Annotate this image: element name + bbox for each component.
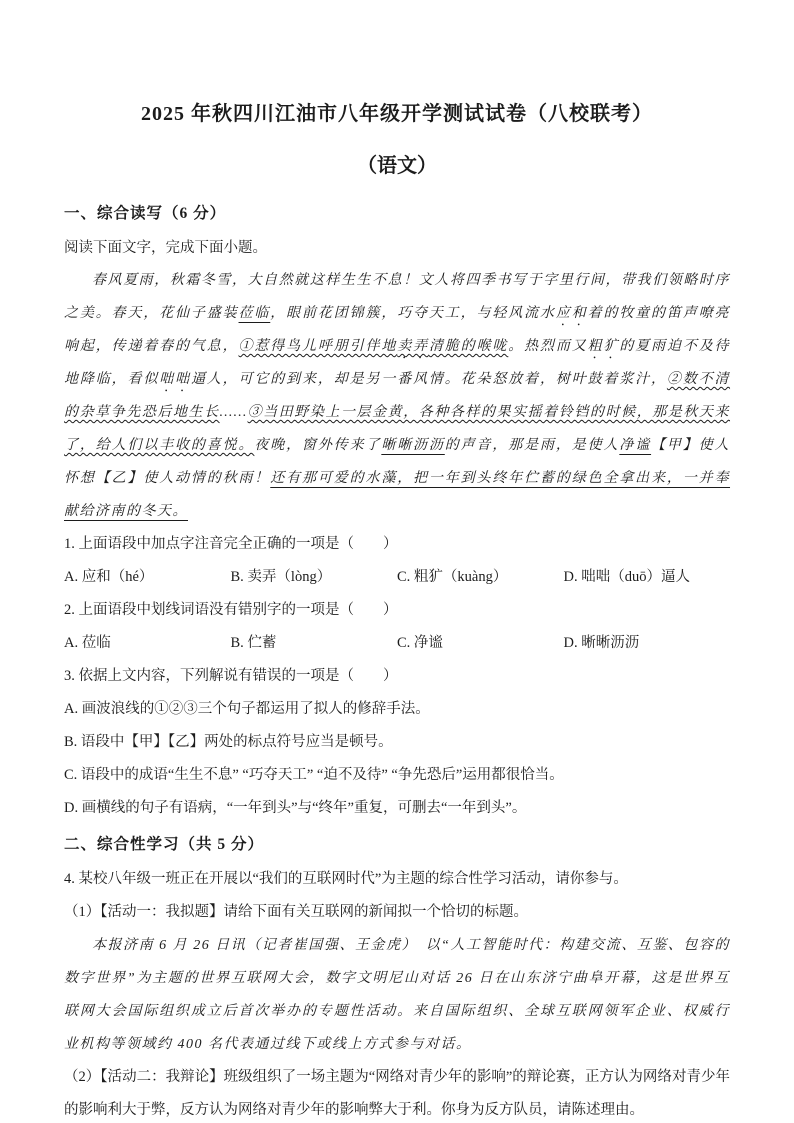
activity-1-prompt: （1）【活动一：我拟题】请给下面有关互联网的新闻拟一个恰切的标题。: [64, 904, 528, 920]
question-2-options: [64, 627, 730, 660]
passage-segment-plain: 夜晚，窗外传来了: [254, 438, 382, 453]
question-2-option-d: D. 晰晰沥沥: [563, 635, 640, 651]
passage-segment-plain: 春风夏雨，秋霜冬雪，大自然就这样生生不息！文人将四季书写于字里行间，带我们领略时序之美。春天，花仙子盛装: [64, 273, 730, 321]
passage: [64, 264, 730, 528]
question-3-option-b: B. 语段中【甲】【乙】两处的标点符号应当是顿号。: [64, 734, 393, 750]
question-1-option-c: C. 粗犷（kuàng）: [397, 569, 508, 585]
passage-segment-wavy_dots: 卖弄: [397, 339, 429, 354]
question-4-intro: 4. 某校八年级一班正在开展以“我们的互联网时代”为主题的综合性学习活动，请你参与。: [64, 871, 628, 887]
passage-segment-plain: 逼人，可它的到来，却是另一番风情。花朵怒放着，树叶鼓着浆汁，: [190, 372, 667, 387]
passage-segment-plain: 【甲】使人怀想【乙】使人动情的秋雨！: [64, 438, 731, 486]
question-3-stem: 3. 依据上文内容，下列解说有错误的一项是（ ）: [64, 668, 398, 684]
question-1-option-b: B. 卖弄（lòng）: [230, 569, 332, 585]
section-one: [64, 198, 730, 825]
question-1-option-a: A. 应和（hé）: [64, 569, 154, 585]
question-3-option-d: D. 画横线的句子有语病，“一年到头”与“终年”重复，可删去“一年到头”。: [64, 800, 527, 816]
passage-segment-wavy: ①惹得鸟儿呼朋引伴地: [238, 339, 398, 354]
passage-segment-plain: ，眼前花团锦簇，巧夺天工，与轻风流水: [270, 306, 556, 321]
passage-segment-plain: 的声音，那是雨，是使人: [444, 438, 620, 453]
question-2-option-a: A. 莅临: [64, 635, 111, 651]
passage-segment-wavy: 清脆的喉咙: [428, 339, 509, 354]
page-title: 2025 年秋四川江油市八年级开学测试试卷（八校联考）: [141, 103, 653, 125]
passage-intro: 阅读下面文字，完成下面小题。: [64, 240, 267, 256]
passage-segment-plain: ……: [219, 405, 248, 420]
passage-segment-underline: 莅临: [238, 306, 271, 321]
section-one-heading: 一、综合读写（6 分）: [64, 205, 227, 222]
question-3-option-a: A. 画波浪线的①②③三个句子都运用了拟人的修辞手法。: [64, 701, 430, 717]
passage-segment-plain: 。热烈而又: [508, 339, 588, 354]
passage-segment-plain: 着的牧童的笛声嘹亮响起，传递着春的气息，: [64, 306, 731, 354]
passage-segment-dots: 咄咄: [159, 372, 191, 387]
section-two-heading: 二、综合性学习（共 5 分）: [64, 836, 265, 853]
passage-segment-underline: 晰晰沥沥: [381, 438, 445, 453]
question-2-option-c: C. 净谧: [397, 635, 443, 651]
section-two: [64, 829, 730, 1123]
passage-segment-dots: 应和: [555, 306, 588, 321]
passage-segment-wavy: ②数不清的杂草争先恐后地生长: [64, 372, 731, 420]
question-2-stem: 2. 上面语段中划线词语没有错别字的一项是（ ）: [64, 602, 398, 618]
activity-2-prompt: （2）【活动二：我辩论】班级组织了一场主题为“网络对青少年的影响”的辩论赛，正方认为网络对青少年的影响利大于弊，反方认为网络对青少年的影响弊大于利。你身为反方队员，请陈述理由。: [64, 1069, 730, 1118]
question-2-option-b: B. 伫蓄: [230, 635, 277, 651]
passage-segment-underline: 净谧: [619, 438, 652, 453]
question-1-option-d: D. 咄咄（duō）逼人: [563, 569, 690, 585]
question-1-stem: 1. 上面语段中加点字注音完全正确的一项是（ ）: [64, 536, 398, 552]
question-3-option-c: C. 语段中的成语“生生不息” “巧夺天工” “迫不及待” “争先恐后”运用都很恰当。: [64, 767, 564, 783]
page-subtitle: （语文）: [357, 155, 437, 177]
passage-segment-plain: 的夏雨迫不及待地降临，看似: [64, 339, 731, 387]
news-excerpt: 本报济南 6 月 26 日讯（记者崔国强、王金虎） 以“人工智能时代：构建交流、互鉴、包容的数字世界”为主题的世界互联网大会，数字文明尼山对话 26 日在山东济宁曲阜开幕，这是世界互联网大会国际组织成立后首次举办的专题性活动。来自国际组织、全球互联网领军企业、权威行业机构等领域约 400 名代表通过线下或线上方式参与对话。: [64, 938, 730, 1052]
question-1-options: [64, 561, 730, 594]
passage-segment-underline: 还有那可爱的水藻，把一年到头终年伫蓄的绿色全拿出来，一并奉献给济南的冬天。: [64, 471, 731, 519]
passage-segment-dots: 粗犷: [587, 339, 620, 354]
passage-segment-wavy: ③当田野染上一层金黄，各种各样的果实摇着铃铛的时候，那是秋天来了，给人们以丰收的喜悦。: [64, 405, 731, 453]
